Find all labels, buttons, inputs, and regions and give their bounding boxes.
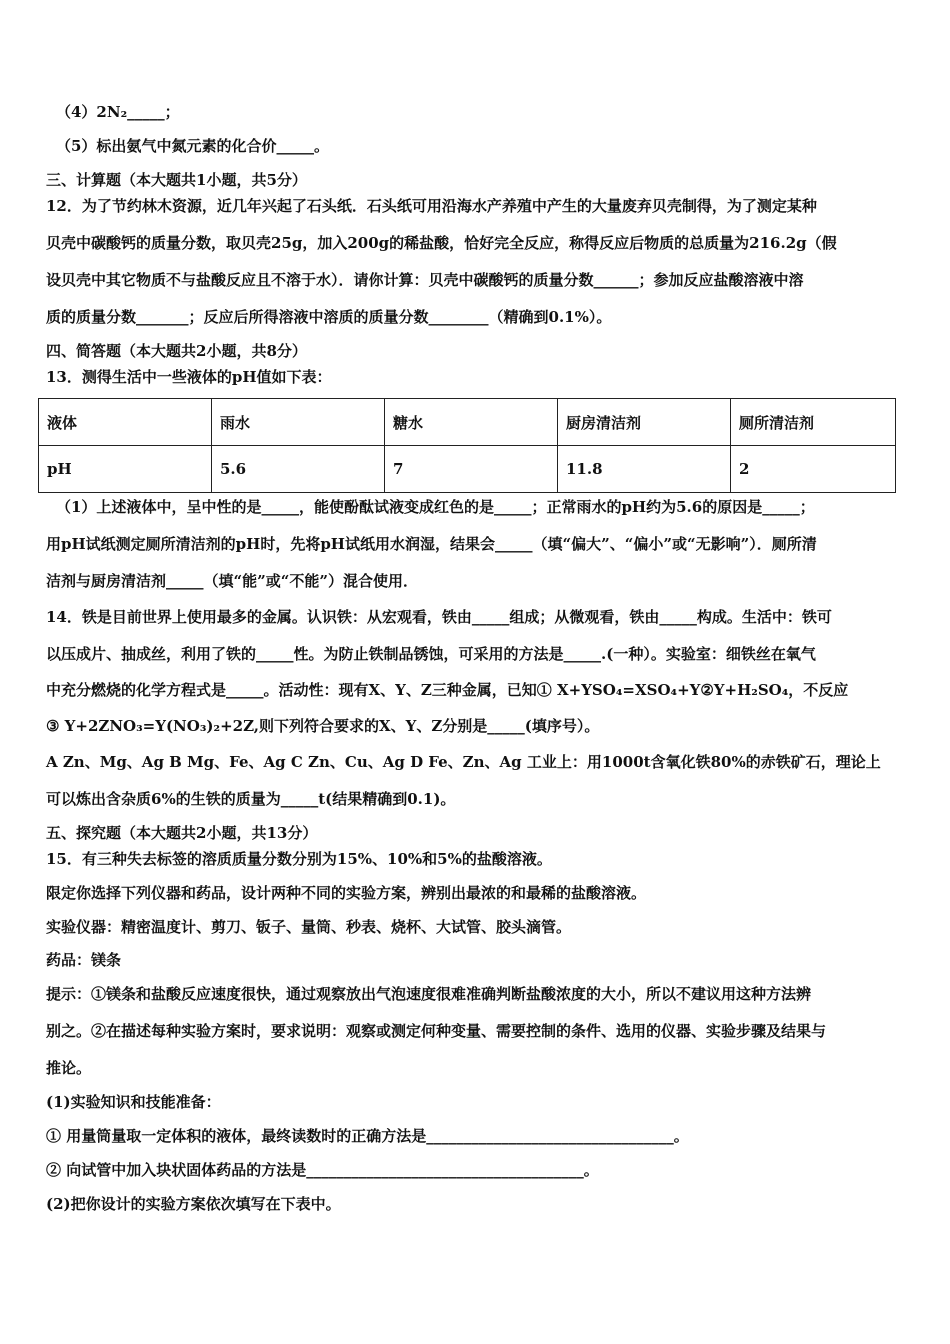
q14-line6: 可以炼出含杂质6%的生铁的质量为_____t(结果精确到0.1)。 — [46, 790, 456, 808]
q11-part5: （5）标出氨气中氮元素的化合价_____。 — [56, 137, 329, 155]
q12-line4: 质的质量分数_______；反应后所得溶液中溶质的质量分数________（精确到0.1%）。 — [46, 308, 612, 326]
q15-hint-line1: 提示：①镁条和盐酸反应速度很快，通过观察放出气泡速度很难准确判断盐酸浓度的大小，所以不建议用这种方法辨 — [46, 985, 812, 1003]
q15-reagents: 药品：镁条 — [46, 951, 122, 969]
q15-part1: (1)实验知识和技能准备： — [46, 1093, 221, 1111]
q15-instruments: 实验仪器：精密温度计、剪刀、钣子、量筒、秒表、烧杯、大试管、胶头滴管。 — [46, 918, 572, 936]
section-3-heading: 三、计算题（本大题共1小题，共5分） — [46, 171, 307, 189]
table-row — [39, 399, 896, 446]
table-cell: 7 — [385, 446, 558, 493]
q13-line1: （1）上述液体中，呈中性的是_____，能使酚酞试液变成红色的是_____；正常雨水的pH约为5.6的原因是_____； — [56, 498, 815, 516]
q14-line2: 以压成片、抽成丝，利用了铁的_____性。为防止铁制品锈蚀，可采用的方法是_____.(一种）。实验室：细铁丝在氧气 — [46, 645, 816, 663]
section-4-heading: 四、简答题（本大题共2小题，共8分） — [46, 342, 307, 360]
table-cell: 5.6 — [212, 446, 385, 493]
q13-line3: 洁剂与厨房清洁剂_____（填“能”或“不能”）混合使用． — [46, 572, 419, 590]
table-cell: 厕所清洁剂 — [731, 399, 896, 446]
q15-stem: 15．有三种失去标签的溶质质量分数分别为15%、10%和5%的盐酸溶液。 — [46, 850, 552, 868]
q12-line2: 贝壳中碳酸钙的质量分数，取贝壳25g，加入200g的稀盐酸，恰好完全反应，称得反应后物质的总质量为216.2g（假 — [46, 234, 837, 252]
q15-part2: (2)把你设计的实验方案依次填写在下表中。 — [46, 1195, 341, 1213]
table-cell: pH — [39, 446, 212, 493]
q11-part4: （4）2N₂_____； — [56, 103, 180, 121]
q15-line1: 限定你选择下列仪器和药品，设计两种不同的实验方案，辨别出最浓的和最稀的盐酸溶液。 — [46, 884, 647, 902]
table-cell: 厨房清洁剂 — [558, 399, 731, 446]
q13-line2: 用pH试纸测定厕所清洁剂的pH时，先将pH试纸用水润湿，结果会_____（填“偏大”、“偏小”或“无影响”）．厕所清 — [46, 535, 817, 553]
q14-line5: A Zn、Mg、Ag B Mg、Fe、Ag C Zn、Cu、Ag D Fe、Zn、Ag 工业上：用1000t含氧化铁80%的赤铁矿石，理论上 — [46, 753, 881, 771]
ph-table — [38, 398, 896, 493]
q14-line4: ③ Y+2ZNO₃=Y(NO₃)₂+2Z,则下列符合要求的X、Y、Z分别是_____(填序号）。 — [46, 717, 600, 735]
q15-part1-item2: ② 向试管中加入块状固体药品的方法是_____________________________________。 — [46, 1161, 599, 1179]
q12-line1: 12．为了节约林木资源，近几年兴起了石头纸．石头纸可用沿海水产养殖中产生的大量废弃贝壳制得，为了测定某种 — [46, 197, 817, 215]
q12-line3: 设贝壳中其它物质不与盐酸反应且不溶于水）．请你计算：贝壳中碳酸钙的质量分数______；参加反应盐酸溶液中溶 — [46, 271, 804, 289]
q15-hint-line2: 别之。②在描述每种实验方案时，要求说明：观察或测定何种变量、需要控制的条件、选用的仪器、实验步骤及结果与 — [46, 1022, 827, 1040]
q15-part1-item1: ① 用量筒量取一定体积的液体，最终读数时的正确方法是_________________________________。 — [46, 1127, 689, 1145]
table-cell: 液体 — [39, 399, 212, 446]
q14-line3: 中充分燃烧的化学方程式是_____。活动性：现有X、Y、Z三种金属，已知① X+YSO₄=XSO₄+Y②Y+H₂SO₄，不反应 — [46, 681, 849, 699]
table-row — [39, 446, 896, 493]
table-cell: 雨水 — [212, 399, 385, 446]
table-cell: 糖水 — [385, 399, 558, 446]
q15-hint-line3: 推论。 — [46, 1059, 92, 1077]
section-5-heading: 五、探究题（本大题共2小题，共13分） — [46, 824, 318, 842]
table-cell: 11.8 — [558, 446, 731, 493]
q14-line1: 14．铁是目前世界上使用最多的金属。认识铁：从宏观看，铁由_____组成；从微观看，铁由_____构成。生活中：铁可 — [46, 608, 832, 626]
q13-stem: 13．测得生活中一些液体的pH值如下表： — [46, 368, 332, 386]
table-cell: 2 — [731, 446, 896, 493]
